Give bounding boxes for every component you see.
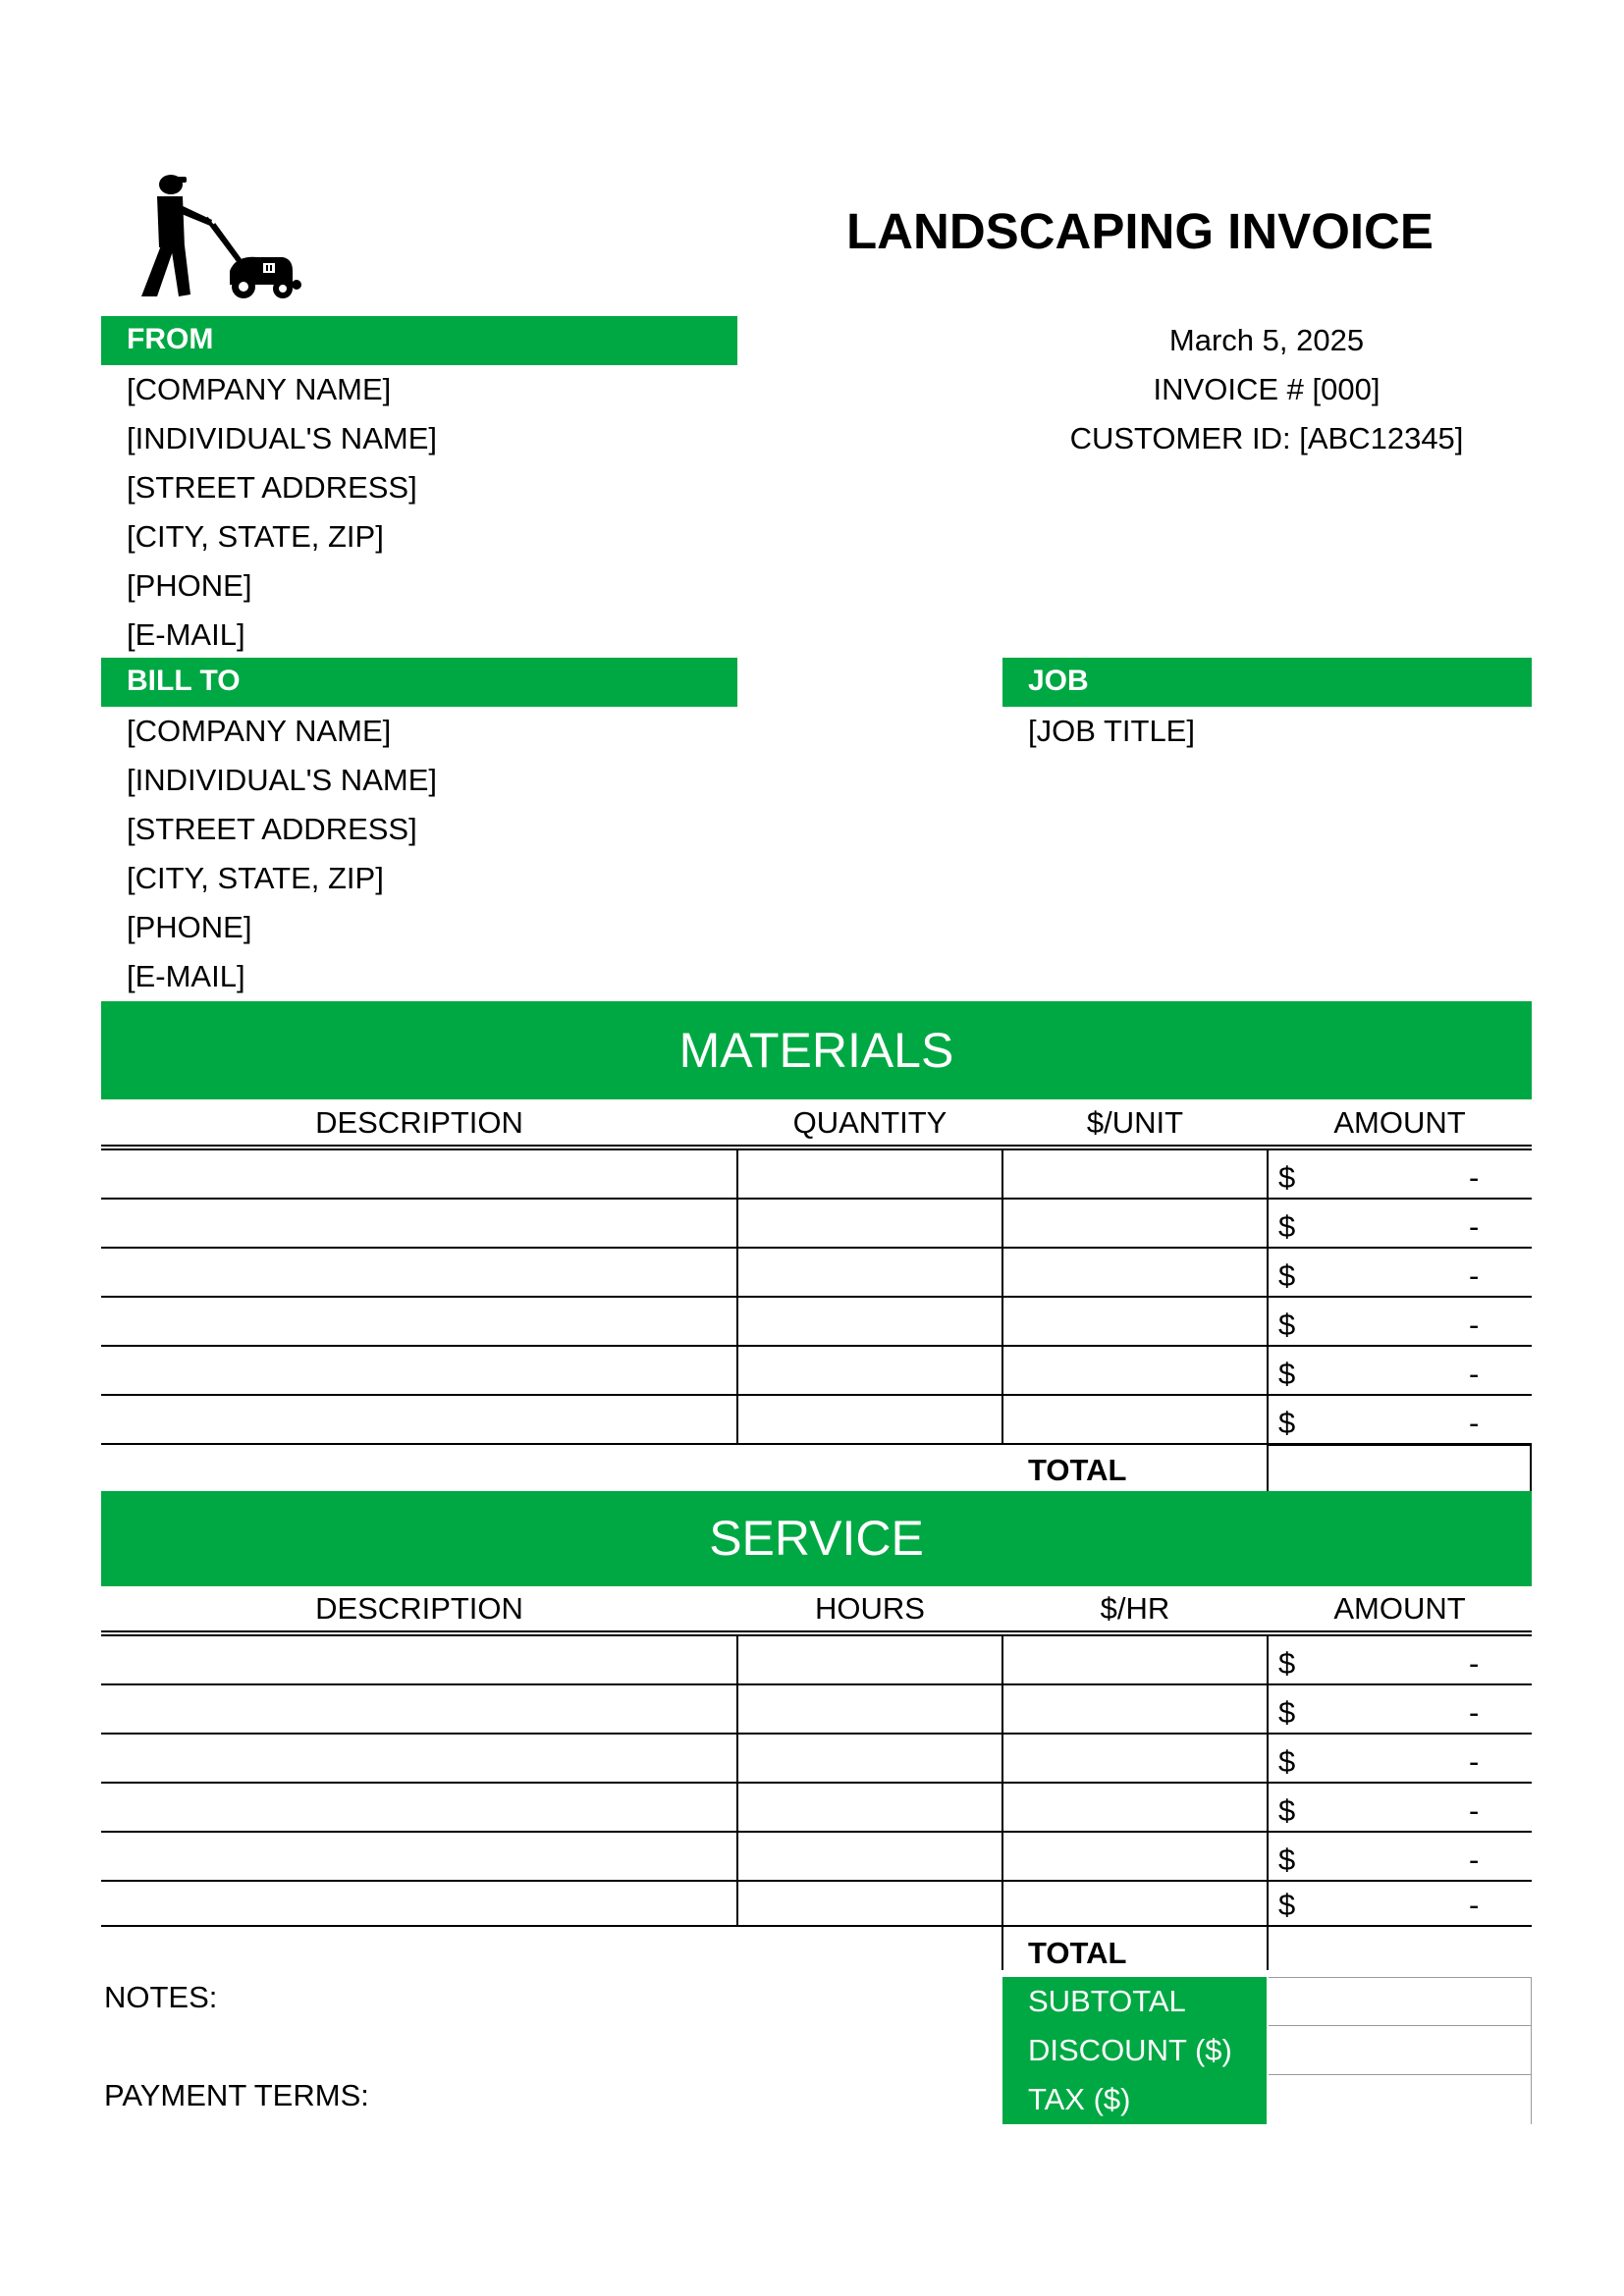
- service-col-rate: $/HR: [1100, 1591, 1170, 1626]
- column-divider: [1267, 1150, 1269, 1445]
- table-row: [101, 1636, 1532, 1685]
- table-row: [101, 1347, 1532, 1396]
- from-company: [COMPANY NAME]: [127, 372, 392, 406]
- invoice-date: March 5, 2025: [1168, 323, 1365, 357]
- table-row: [101, 1735, 1532, 1784]
- currency-symbol: $: [1278, 1258, 1296, 1293]
- table-row: [101, 1833, 1532, 1882]
- column-divider: [736, 1150, 738, 1445]
- summary-divider: [1531, 1977, 1532, 2124]
- bill-to-street: [STREET ADDRESS]: [127, 812, 417, 846]
- bill-to-phone: [PHONE]: [127, 910, 252, 944]
- materials-table: [0, 1150, 1624, 1445]
- table-row: [101, 1150, 1532, 1200]
- amount-value: -: [1469, 1888, 1480, 1922]
- from-header: FROM: [101, 316, 737, 365]
- discount-value[interactable]: [1269, 2026, 1532, 2075]
- summary-divider: [1269, 2074, 1532, 2075]
- bill-to-company: [COMPANY NAME]: [127, 714, 392, 748]
- amount-value: -: [1469, 1258, 1480, 1293]
- amount-value: -: [1469, 1646, 1480, 1681]
- currency-symbol: $: [1278, 1406, 1296, 1440]
- bill-to-address: [127, 707, 437, 1001]
- discount-label: DISCOUNT ($): [1028, 2033, 1232, 2067]
- materials-banner: [101, 1001, 1532, 1099]
- from-street: [STREET ADDRESS]: [127, 470, 417, 505]
- amount-value: -: [1469, 1209, 1480, 1244]
- currency-symbol: $: [1278, 1842, 1296, 1877]
- materials-col-unit-price: $/UNIT: [1086, 1105, 1184, 1140]
- materials-col-amount: AMOUNT: [1333, 1105, 1466, 1140]
- currency-symbol: $: [1278, 1308, 1296, 1342]
- currency-symbol: $: [1278, 1888, 1296, 1922]
- service-banner: [101, 1491, 1532, 1586]
- service-col-description: DESCRIPTION: [315, 1591, 523, 1626]
- service-table: [0, 1636, 1624, 1931]
- amount-value: -: [1469, 1160, 1480, 1195]
- job-header: JOB: [1002, 658, 1532, 707]
- notes-label: NOTES:: [104, 1980, 218, 2014]
- currency-symbol: $: [1278, 1695, 1296, 1730]
- summary-labels: [1002, 1977, 1267, 2124]
- amount-value: -: [1469, 1308, 1480, 1342]
- column-divider: [1267, 1636, 1269, 1970]
- from-individual: [INDIVIDUAL'S NAME]: [127, 421, 437, 455]
- materials-col-description: DESCRIPTION: [315, 1105, 523, 1140]
- from-phone: [PHONE]: [127, 568, 252, 603]
- column-divider: [1001, 1150, 1003, 1445]
- service-col-hours: HOURS: [815, 1591, 925, 1626]
- from-address: [127, 365, 437, 660]
- table-row: [101, 1249, 1532, 1298]
- materials-total-value[interactable]: [1267, 1444, 1532, 1493]
- tax-label: TAX ($): [1028, 2082, 1131, 2116]
- table-row: [101, 1200, 1532, 1249]
- amount-value: -: [1469, 1744, 1480, 1779]
- lawn-mower-person-icon: [135, 169, 302, 300]
- amount-value: -: [1469, 1842, 1480, 1877]
- materials-col-quantity: QUANTITY: [792, 1105, 947, 1140]
- tax-value[interactable]: [1269, 2075, 1532, 2124]
- amount-value: -: [1469, 1793, 1480, 1828]
- service-heading: SERVICE: [709, 1511, 924, 1566]
- amount-value: -: [1469, 1695, 1480, 1730]
- bill-to-header: BILL TO: [101, 658, 737, 707]
- currency-symbol: $: [1278, 1793, 1296, 1828]
- bill-to-city: [CITY, STATE, ZIP]: [127, 861, 384, 895]
- subtotal-value[interactable]: [1269, 1977, 1532, 2026]
- subtotal-label: SUBTOTAL: [1028, 1984, 1186, 2018]
- table-row: [101, 1396, 1532, 1445]
- table-row: [101, 1685, 1532, 1735]
- summary-divider: [1269, 2025, 1532, 2026]
- currency-symbol: $: [1278, 1646, 1296, 1681]
- payment-terms-label: PAYMENT TERMS:: [104, 2078, 369, 2112]
- table-row: [101, 1882, 1532, 1927]
- materials-total-label: TOTAL: [1028, 1453, 1127, 1487]
- currency-symbol: $: [1278, 1160, 1296, 1195]
- from-city: [CITY, STATE, ZIP]: [127, 519, 384, 554]
- table-row: [101, 1298, 1532, 1347]
- column-divider: [1001, 1636, 1003, 1970]
- currency-symbol: $: [1278, 1357, 1296, 1391]
- from-email: [E-MAIL]: [127, 617, 245, 652]
- bill-to-email: [E-MAIL]: [127, 959, 245, 993]
- bill-to-individual: [INDIVIDUAL'S NAME]: [127, 763, 437, 797]
- page-title: LANDSCAPING INVOICE: [846, 203, 1434, 259]
- table-row: [101, 1784, 1532, 1833]
- summary-divider: [1269, 1977, 1532, 1978]
- service-total-label: TOTAL: [1028, 1936, 1127, 1970]
- materials-heading: MATERIALS: [678, 1023, 954, 1078]
- service-col-amount: AMOUNT: [1333, 1591, 1466, 1626]
- invoice-number: INVOICE # [000]: [1153, 372, 1380, 406]
- customer-id: CUSTOMER ID: [ABC12345]: [1069, 421, 1464, 455]
- amount-value: -: [1469, 1406, 1480, 1440]
- currency-symbol: $: [1278, 1209, 1296, 1244]
- column-divider: [736, 1636, 738, 1927]
- amount-value: -: [1469, 1357, 1480, 1391]
- job-title: [JOB TITLE]: [1028, 714, 1195, 748]
- currency-symbol: $: [1278, 1744, 1296, 1779]
